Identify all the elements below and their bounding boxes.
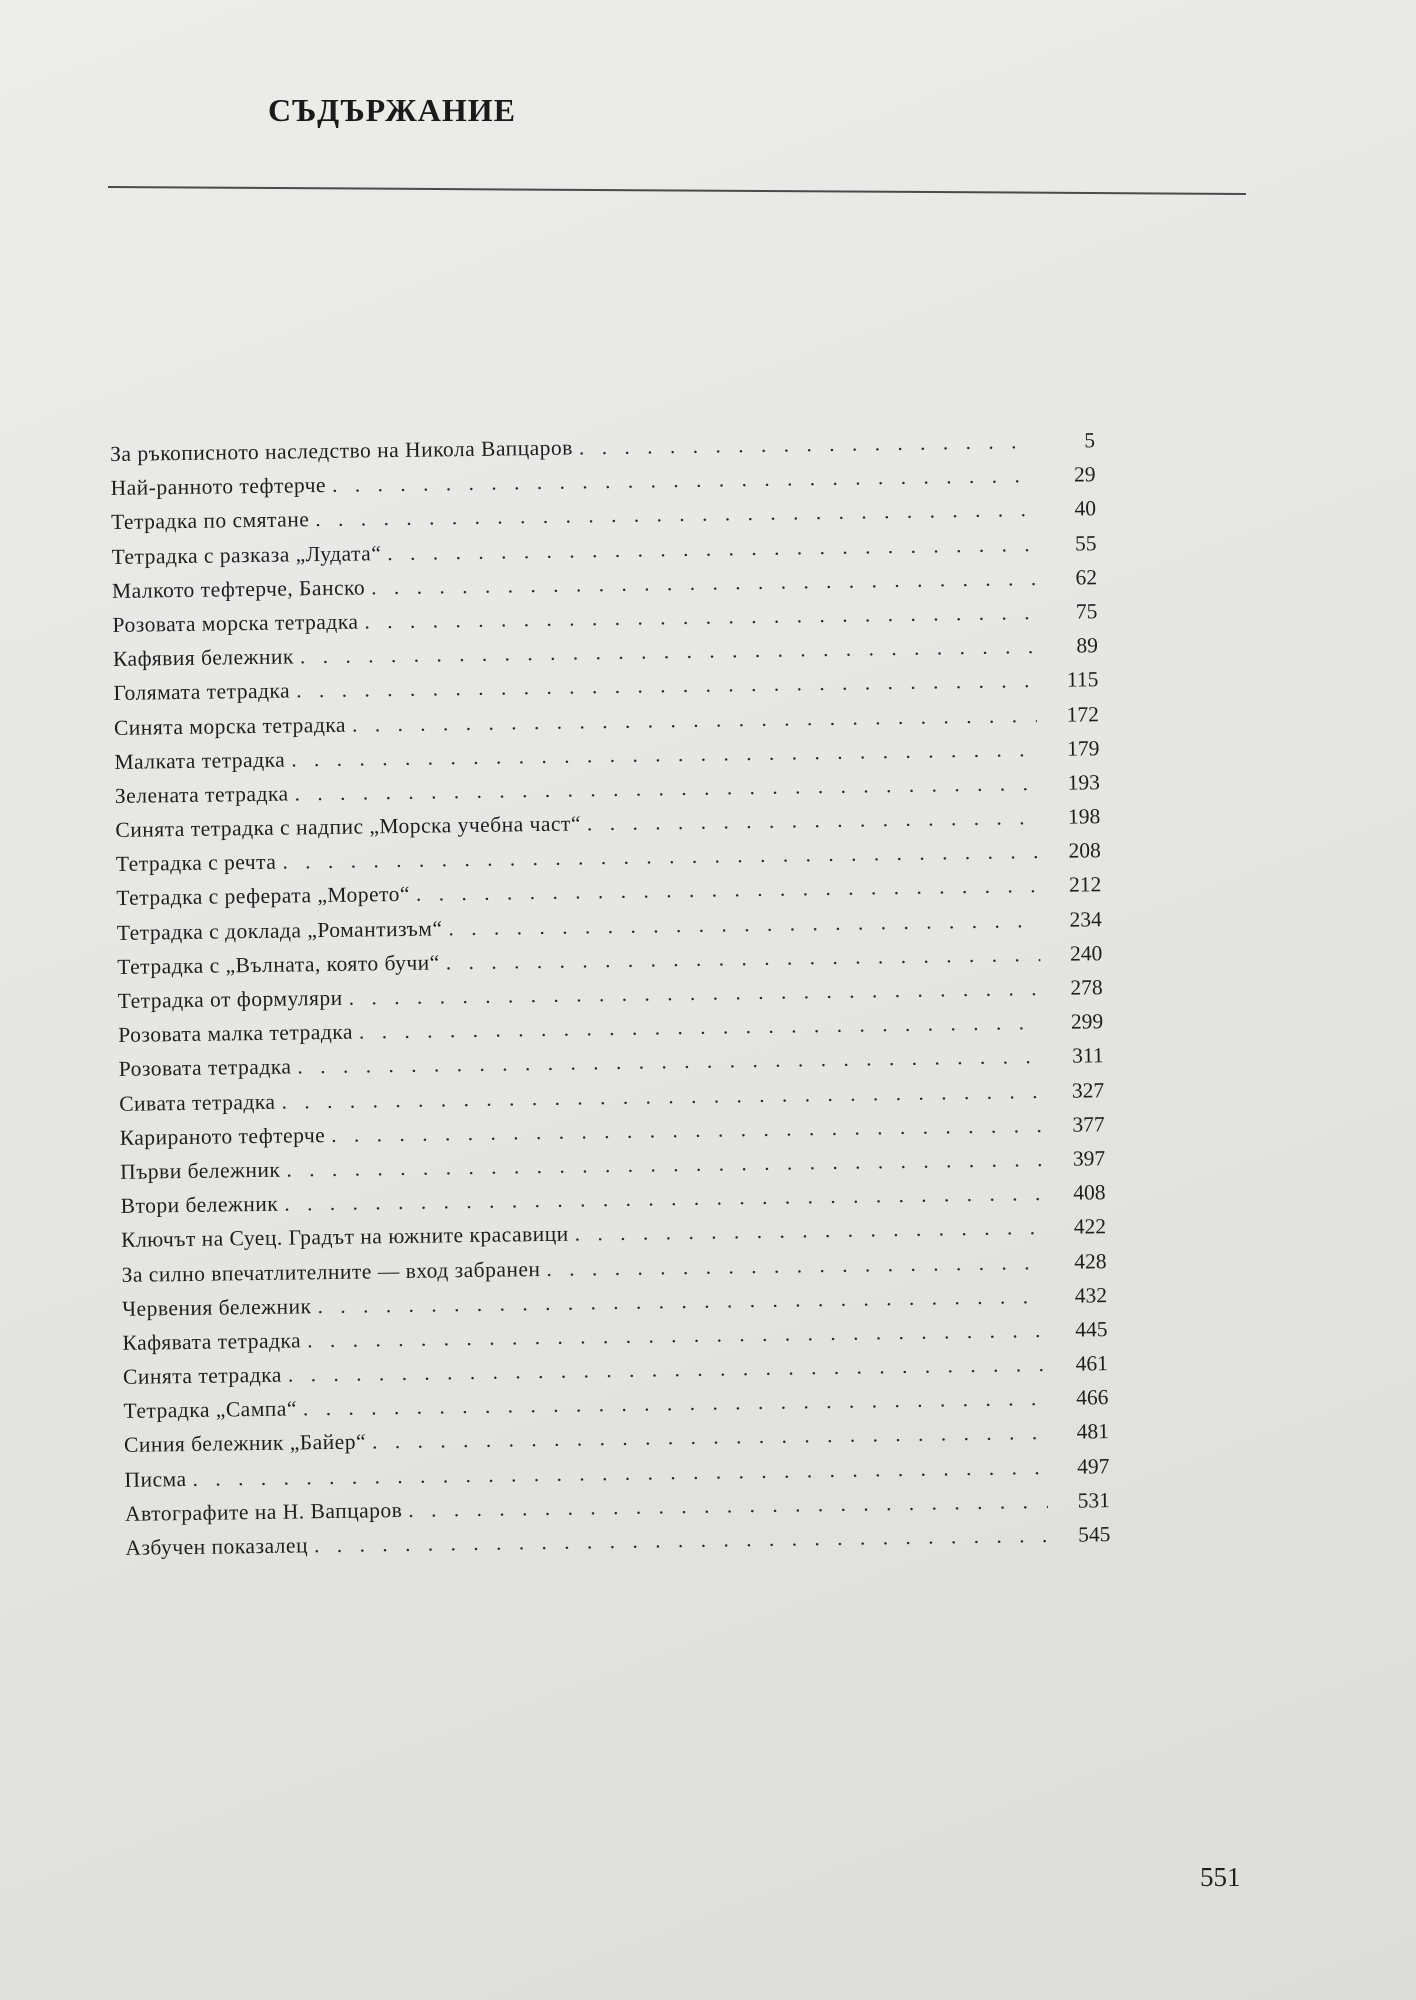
toc-entry-title: Тетрадка с реферата „Морето“ xyxy=(116,882,411,911)
toc-entry-page: 422 xyxy=(1073,1214,1107,1239)
toc-entry-page: 240 xyxy=(1069,941,1103,966)
toc-entry-title: Тетрадка с речта xyxy=(115,849,277,877)
title-divider xyxy=(108,186,1246,195)
toc-entry-title: Синия бележник „Байер“ xyxy=(123,1429,367,1458)
page-title: СЪДЪРЖАНИЕ xyxy=(268,92,516,128)
toc-entry-page: 445 xyxy=(1075,1317,1108,1342)
toc-entry-title: Сивата тетрадка xyxy=(119,1089,276,1116)
toc-entry-title: Карираното тефтерче xyxy=(119,1122,326,1150)
toc-entry-page: 299 xyxy=(1070,1009,1104,1034)
toc-entry-title: Тетрадка от формуляри xyxy=(117,985,343,1013)
toc-entry-page: 115 xyxy=(1066,667,1099,692)
dot-leader xyxy=(579,429,1034,460)
toc-entry-page: 208 xyxy=(1068,838,1101,863)
toc-entry-title: Синята тетрадка xyxy=(122,1362,283,1389)
toc-entry-title: Малката тетрадка xyxy=(114,747,286,774)
toc-entry-page: 234 xyxy=(1069,906,1102,932)
toc-entry-page: 408 xyxy=(1073,1180,1106,1205)
toc-entry-page: 428 xyxy=(1074,1248,1107,1274)
toc-entry-page: 55 xyxy=(1074,530,1097,556)
toc-entry-page: 179 xyxy=(1066,735,1100,761)
toc-entry-page: 212 xyxy=(1068,872,1102,898)
toc-entry-page: 545 xyxy=(1077,1522,1111,1547)
toc-entry-title: Тетрадка с доклада „Романтизъм“ xyxy=(116,916,443,945)
toc-entry-title: Синята тетрадка с надпис „Морска учебна част“ xyxy=(115,811,582,843)
toc-entry-page: 497 xyxy=(1076,1453,1110,1479)
toc-entry-page: 397 xyxy=(1072,1146,1106,1171)
dot-leader xyxy=(575,1215,1045,1247)
toc-entry-title: Писма xyxy=(124,1466,187,1492)
toc-entry-page: 5 xyxy=(1084,428,1096,453)
toc-entry-page: 198 xyxy=(1067,804,1101,829)
toc-entry-title: Розовата тетрадка xyxy=(118,1054,292,1082)
toc-entry-title: Зелената тетрадка xyxy=(114,781,289,808)
toc-entry-title: Розовата малка тетрадка xyxy=(118,1019,354,1048)
dot-leader xyxy=(587,805,1039,836)
toc-entry-title: Червения бележник xyxy=(121,1293,312,1321)
toc-entry-page: 432 xyxy=(1074,1282,1108,1308)
toc-entry-title: Първи бележник xyxy=(120,1157,281,1184)
toc-entry-title: Розовата морска тетрадка xyxy=(112,609,359,637)
toc-entry-title: За силно впечатлителните — вход забранен xyxy=(121,1256,541,1287)
toc-entry-title: Тетрадка „Сампа“ xyxy=(123,1396,298,1424)
toc-entry-page: 531 xyxy=(1077,1487,1111,1513)
toc-entry-page: 172 xyxy=(1066,701,1100,727)
toc-entry-page: 29 xyxy=(1073,462,1096,487)
toc-entry-page: 62 xyxy=(1075,564,1098,590)
toc-entry-title: Тетрадка с „Вълната, която бучи“ xyxy=(117,950,440,979)
toc-entry-page: 193 xyxy=(1067,770,1101,795)
toc-entry-page: 466 xyxy=(1076,1385,1109,1410)
toc-entry-page: 278 xyxy=(1070,975,1103,1000)
toc-entry-title: Голямата тетрадка xyxy=(113,678,291,706)
toc-entry-page: 311 xyxy=(1072,1043,1104,1068)
toc-entry-title: Синята морска тетрадка xyxy=(113,712,347,740)
toc-entry-title: Ключът на Суец. Градът на южните красавици xyxy=(120,1221,569,1253)
toc-entry-page: 377 xyxy=(1072,1111,1105,1137)
toc-entry-title: Тетрадка по смятане xyxy=(110,507,310,535)
page-number: 551 xyxy=(1200,1862,1241,1892)
table-of-contents xyxy=(110,428,1111,1570)
toc-entry-title: Малкото тефтерче, Банско xyxy=(111,575,366,603)
toc-entry-title: Азбучен показалец xyxy=(125,1533,309,1560)
toc-entry-page: 40 xyxy=(1074,496,1097,521)
toc-entry-page: 89 xyxy=(1076,633,1099,658)
toc-entry-title: Автографите на Н. Вапцаров xyxy=(124,1497,403,1526)
toc-entry-title: Най-ранното тефтерче xyxy=(110,473,327,501)
toc-entry-title: За ръкописното наследство на Никола Вапцаров xyxy=(110,435,574,466)
toc-entry-page: 75 xyxy=(1075,599,1098,624)
toc-entry-title: Тетрадка с разказа „Лудата“ xyxy=(111,540,382,569)
toc-entry-page: 481 xyxy=(1076,1419,1110,1445)
toc-entry-title: Кафявия бележник xyxy=(112,644,295,672)
toc-entry-title: Втори бележник xyxy=(120,1191,279,1219)
toc-entry-page: 461 xyxy=(1075,1351,1109,1376)
toc-entry-title: Кафявата тетрадка xyxy=(122,1328,302,1355)
toc-entry-page: 327 xyxy=(1071,1077,1105,1103)
